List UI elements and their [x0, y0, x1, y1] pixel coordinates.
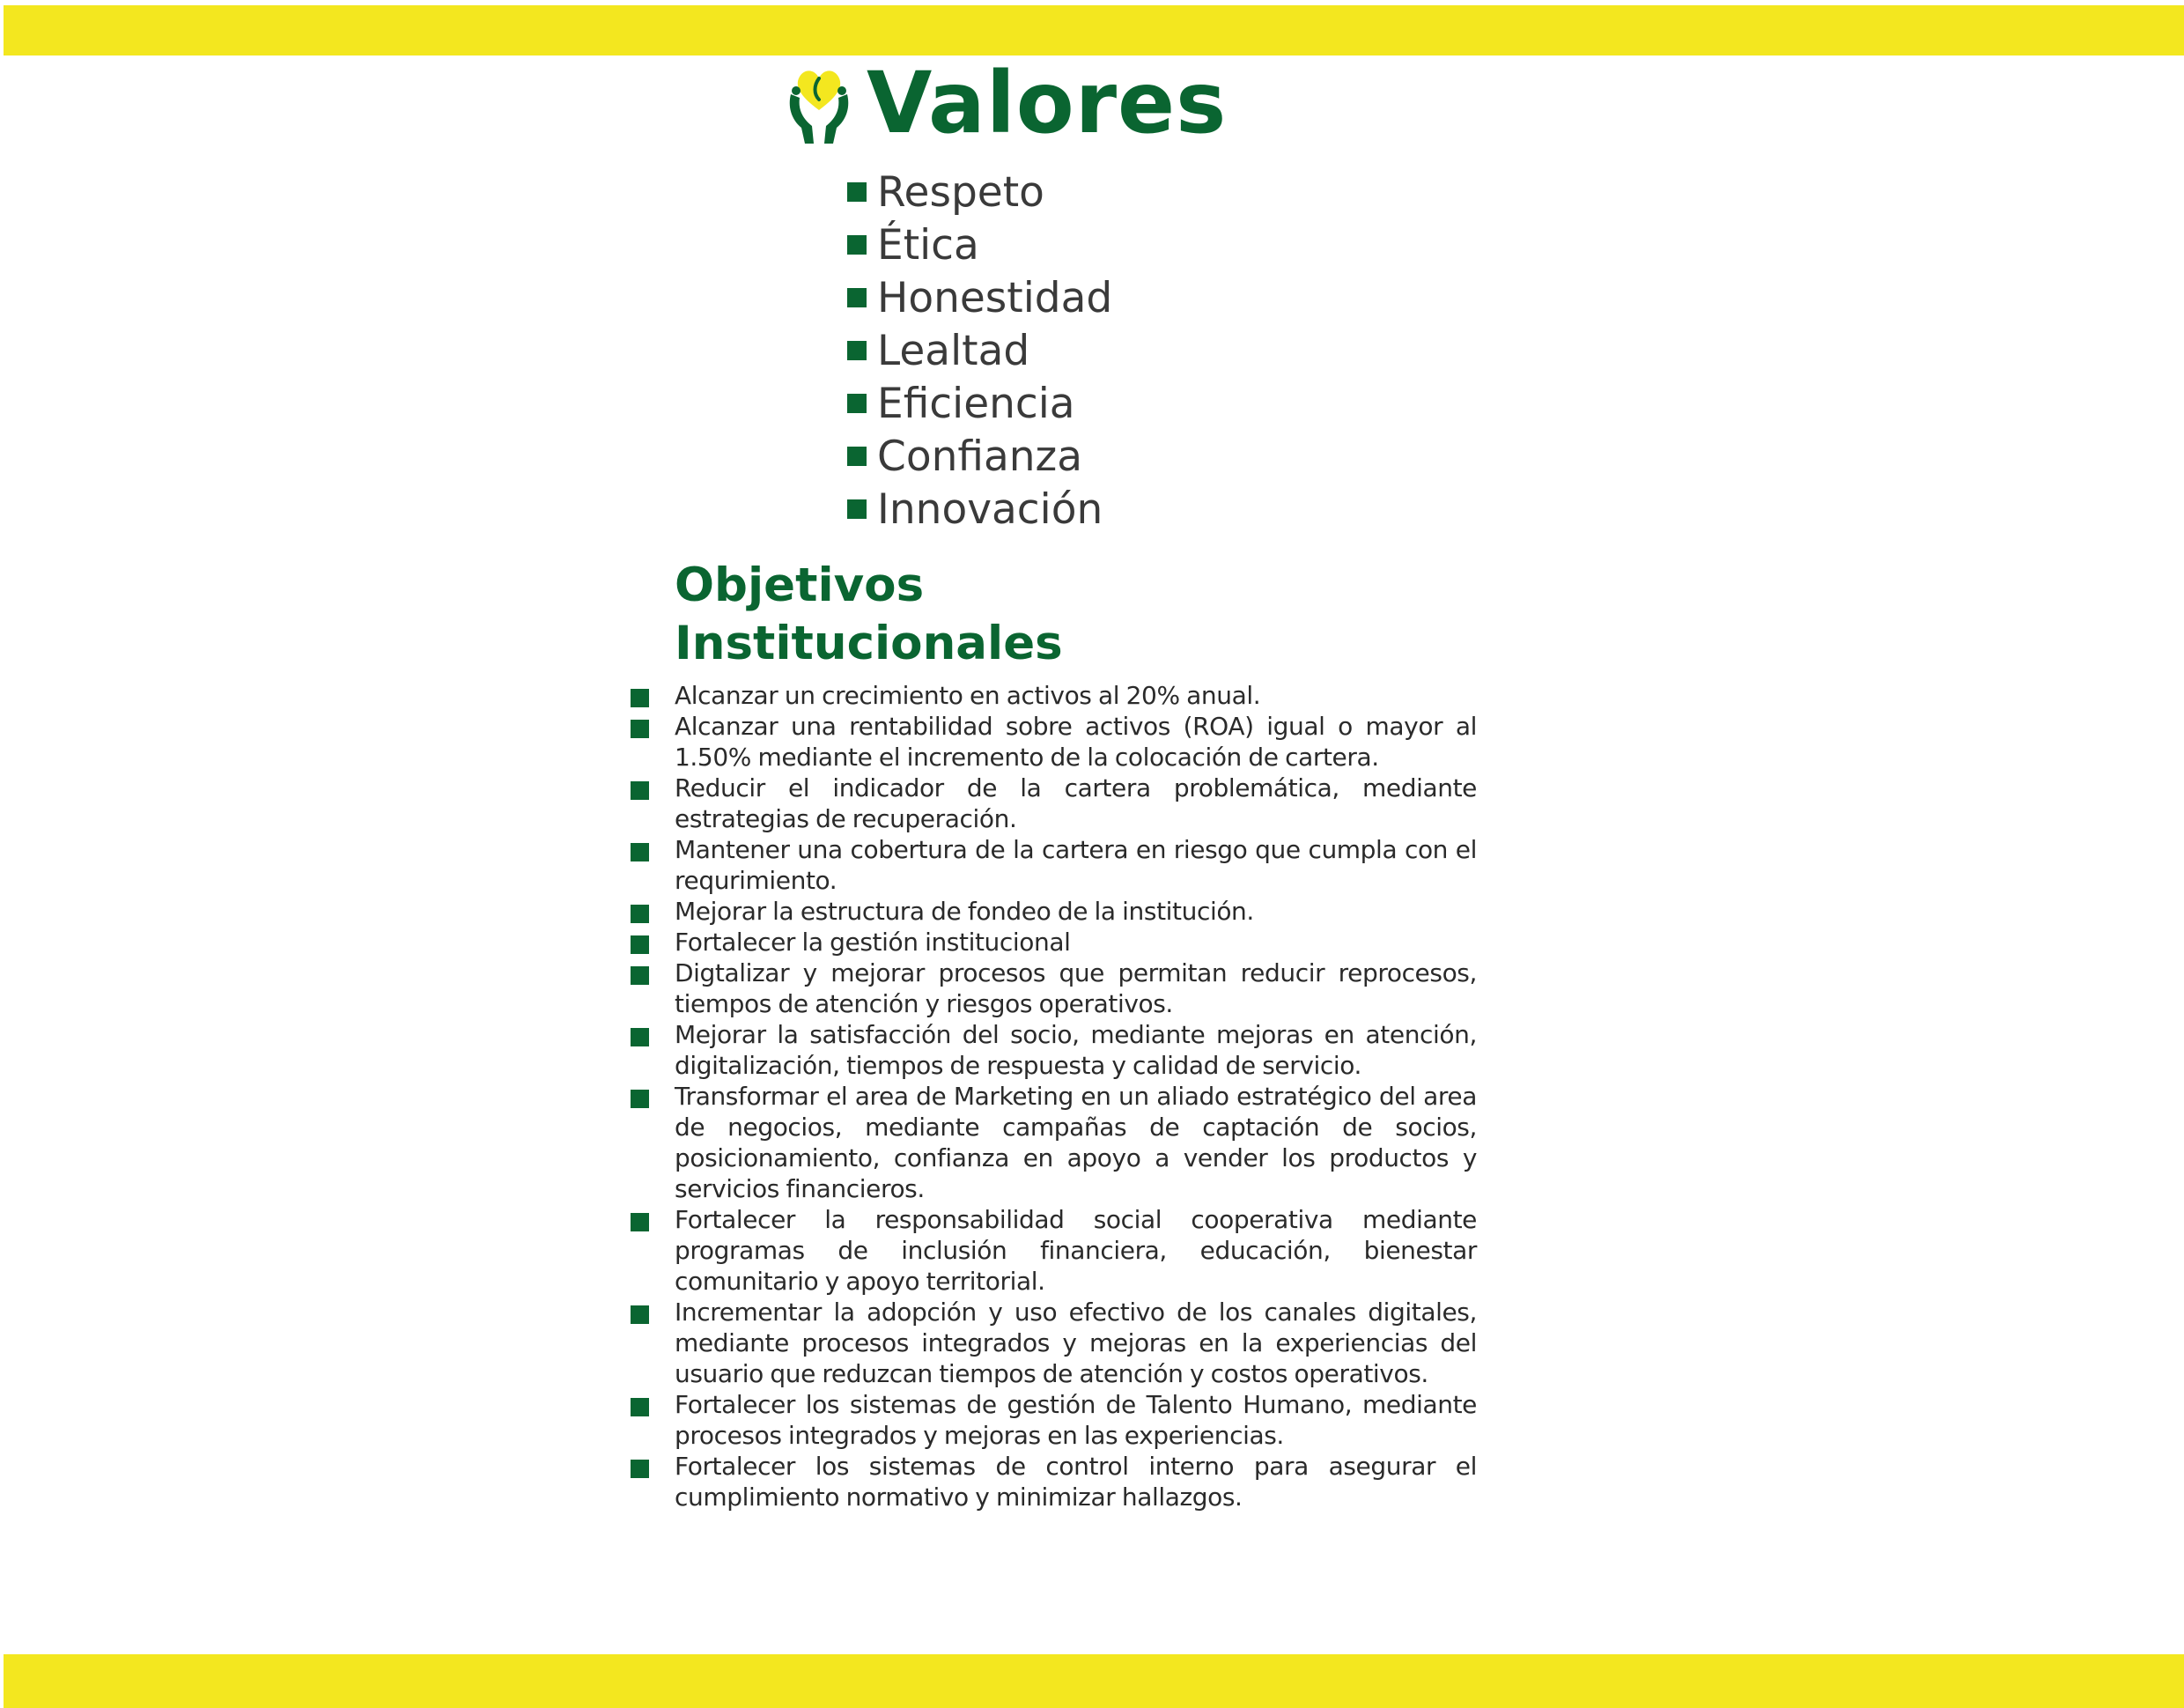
square-bullet-icon [631, 843, 649, 861]
list-item [629, 1204, 1477, 1297]
objective-text: Alcanzar una rentabilidad sobre activos (ROA) igual o mayor al 1.50% mediante el incremento de la colocación de cartera. [675, 712, 1477, 772]
valores-title: Valores [867, 54, 1228, 152]
value-label: Innovación [877, 484, 1103, 534]
list-item [629, 773, 1477, 834]
square-bullet-icon [631, 905, 649, 923]
square-bullet-icon [847, 235, 867, 255]
square-bullet-icon [847, 499, 867, 519]
objective-text: Mejorar la estructura de fondeo de la institución. [675, 897, 1254, 926]
bottom-yellow-band [4, 1654, 2184, 1708]
objective-text: Mantener una cobertura de la cartera en riesgo que cumpla con el requrimiento. [675, 835, 1477, 895]
square-bullet-icon [847, 341, 867, 360]
hands-holding-heart-icon [784, 59, 854, 147]
objective-text: Incrementar la adopción y uso efectivo de los canales digitales, mediante procesos integrados y mejoras en la experiencias del usuario que reduzcan tiempos de atención y costos operativos. [675, 1298, 1477, 1388]
objective-text: Transformar el area de Marketing en un aliado estratégico del area de negocios, mediante campañas de captación de socios, posicionamiento, confianza en apoyo a vender los productos y servicios financieros. [675, 1082, 1477, 1203]
objective-text: Fortalecer la gestión institucional [675, 928, 1071, 957]
top-yellow-band [4, 5, 2184, 55]
objetivos-title: Objetivos Institucionales [675, 558, 1063, 670]
square-bullet-icon [847, 447, 867, 466]
value-label: Confianza [877, 432, 1083, 481]
value-label: Eficiencia [877, 379, 1075, 428]
list-item [629, 680, 1477, 711]
list-item [629, 711, 1477, 773]
square-bullet-icon [631, 1090, 649, 1108]
square-bullet-icon [847, 182, 867, 202]
objective-text: Alcanzar un crecimiento en activos al 20% anual. [675, 681, 1261, 710]
list-item [629, 1297, 1477, 1389]
list-item [847, 271, 1112, 324]
list-item [847, 483, 1112, 536]
list-item [847, 430, 1112, 483]
square-bullet-icon [631, 935, 649, 954]
square-bullet-icon [631, 689, 649, 707]
valores-header [784, 55, 1227, 152]
list-item [629, 927, 1477, 958]
list-item [847, 377, 1112, 430]
list-item [629, 1019, 1477, 1081]
square-bullet-icon [631, 1305, 649, 1324]
square-bullet-icon [631, 781, 649, 800]
value-label: Ética [877, 220, 979, 270]
square-bullet-icon [631, 1460, 649, 1478]
list-item [629, 1081, 1477, 1204]
value-label: Respeto [877, 167, 1044, 217]
values-list [847, 166, 1112, 536]
objectives-list [629, 680, 1477, 1512]
list-item [847, 324, 1112, 377]
objective-text: Fortalecer los sistemas de gestión de Talento Humano, mediante procesos integrados y mejoras en las experiencias. [675, 1390, 1477, 1450]
square-bullet-icon [847, 288, 867, 307]
square-bullet-icon [631, 1213, 649, 1231]
value-label: Lealtad [877, 326, 1030, 375]
square-bullet-icon [631, 1028, 649, 1046]
square-bullet-icon [631, 720, 649, 738]
list-item [629, 958, 1477, 1019]
objective-text: Fortalecer los sistemas de control interno para asegurar el cumplimiento normativo y minimizar hallazgos. [675, 1452, 1477, 1512]
list-item [629, 1451, 1477, 1512]
square-bullet-icon [631, 1398, 649, 1416]
list-item [847, 218, 1112, 271]
objective-text: Reducir el indicador de la cartera problemática, mediante estrategias de recuperación. [675, 773, 1477, 833]
square-bullet-icon [847, 394, 867, 413]
list-item [629, 834, 1477, 896]
objective-text: Fortalecer la responsabilidad social cooperativa mediante programas de inclusión financiera, educación, bienestar comunitario y apoyo territorial. [675, 1205, 1477, 1296]
list-item [629, 1389, 1477, 1451]
value-label: Honestidad [877, 273, 1113, 322]
square-bullet-icon [631, 966, 649, 985]
objective-text: Digtalizar y mejorar procesos que permitan reducir reprocesos, tiempos de atención y riesgos operativos. [675, 958, 1477, 1018]
objective-text: Mejorar la satisfacción del socio, mediante mejoras en atención, digitalización, tiempos de respuesta y calidad de servicio. [675, 1020, 1477, 1080]
list-item [629, 896, 1477, 927]
list-item [847, 166, 1112, 218]
